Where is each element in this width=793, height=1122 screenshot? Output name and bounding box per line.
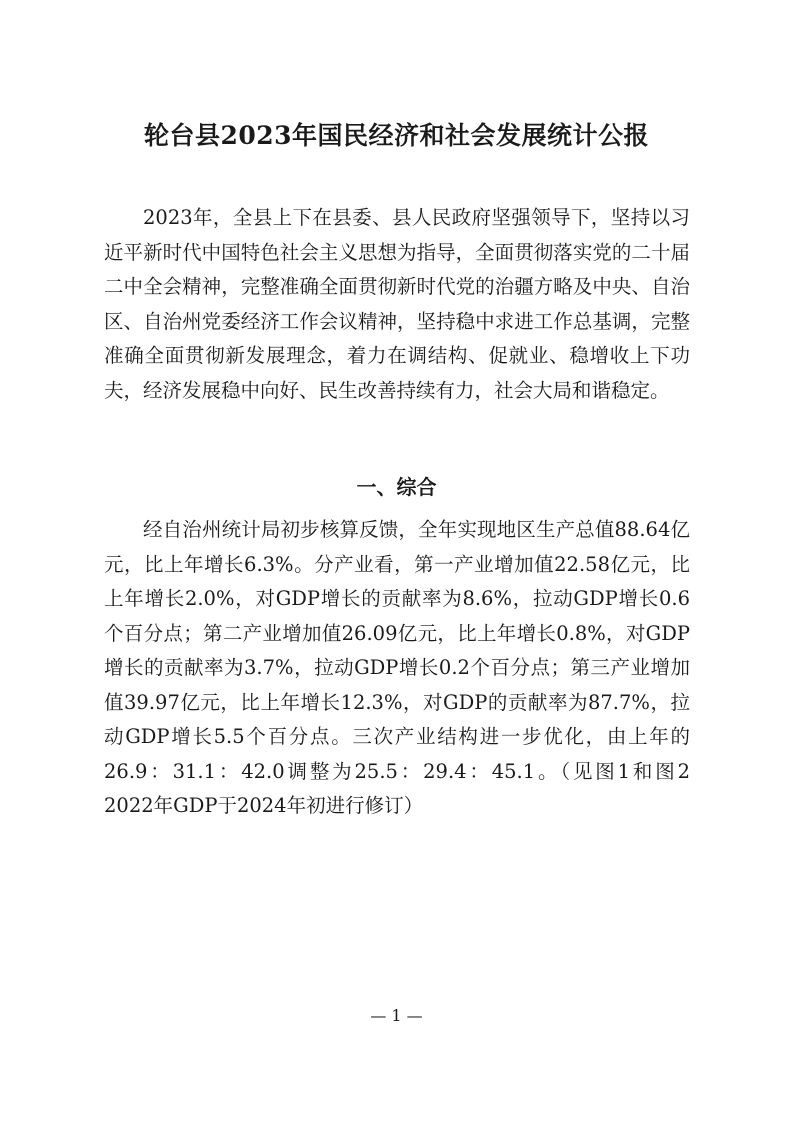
section-heading-overview: 一、综合 [356, 475, 437, 499]
document-title: 轮台县2023年国民经济和社会发展统计公报 [143, 121, 650, 150]
section-paragraph-overview: 经自治州统计局初步核算反馈，全年实现地区生产总值88.64亿元，比上年增长6.3%。分产业看，第一产业增加值22.58亿元，比上年增长2.0%，对GDP增长的贡献率为8.6%，拉动GDP增长0.6个百分点；第二产业增加值26.09亿元，比上年增长0.8%，对GDP增长的贡献率为3.7%，拉动GDP增长0.2个百分点；第三产业增加值39.97亿元，比上年增长12.3%，对GDP的贡献率为87.7%，拉动GDP增长5.5个百分点。三次产业结构进一步优化，由上年的26.9：31.1：42.0调整为25.5：29.4：45.1。（见图1和图2 2022年GDP于2024年初进行修订） [104, 518, 710, 817]
page-number: — 1 — [370, 1006, 423, 1025]
intro-paragraph: 2023年，全县上下在县委、县人民政府坚强领导下，坚持以习近平新时代中国特色社会主义思想为指导，全面贯彻落实党的二十届二中全会精神，完整准确全面贯彻新时代党的治疆方略及中央、自治区、自治州党委经济工作会议精神，坚持稳中求进工作总基调，完整准确全面贯彻新发展理念，着力在调结构、促就业、稳增收上下功夫，经济发展稳中向好、民生改善持续有力，社会大局和谐稳定。 [104, 206, 690, 402]
